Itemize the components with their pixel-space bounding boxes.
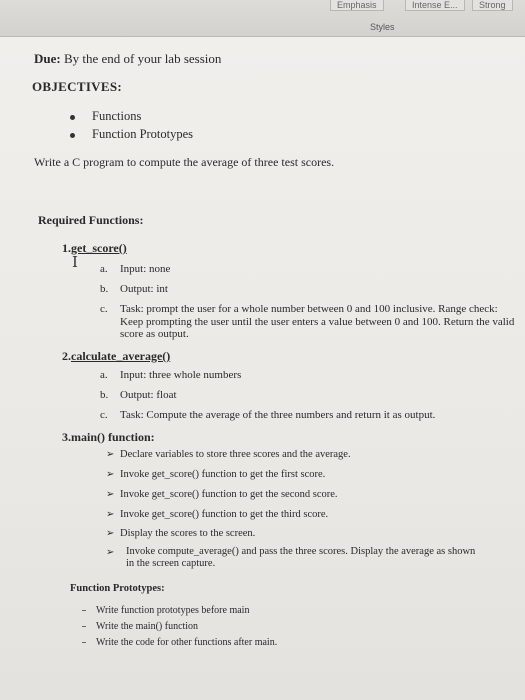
- item-text: Input: three whole numbers: [120, 369, 242, 381]
- function-name: main() function:: [71, 430, 155, 444]
- objectives-heading: OBJECTIVES:: [32, 79, 122, 94]
- item-label: a.: [100, 369, 108, 381]
- main-step: [106, 528, 255, 539]
- item-label: b.: [100, 389, 109, 401]
- text-cursor-icon: I: [72, 253, 78, 271]
- document-page[interactable]: [0, 37, 525, 700]
- item-label: b.: [100, 283, 109, 295]
- arrow-bullet-icon: ➢: [106, 509, 115, 520]
- item-label: c.: [100, 303, 108, 315]
- arrow-bullet-icon: ➢: [106, 528, 115, 539]
- arrow-bullet-icon: ➢: [106, 449, 115, 460]
- objective-text: Functions: [92, 109, 142, 123]
- style-intense-emphasis[interactable]: Intense E...: [405, 0, 465, 11]
- function-item: [100, 369, 241, 381]
- item-text: Task: Compute the average of the three numbers and return it as output.: [120, 409, 436, 421]
- dash-bullet-icon: [82, 626, 86, 627]
- function-item: [100, 303, 120, 315]
- due-text: By the end of your lab session: [60, 51, 222, 66]
- dash-bullet-icon: [82, 610, 86, 611]
- function-item: [100, 263, 170, 275]
- bullet-icon: [70, 115, 75, 120]
- function-heading: [62, 349, 170, 364]
- task-statement: Write a C program to compute the average of three test scores.: [34, 155, 335, 169]
- prototype-item: [96, 605, 249, 616]
- due-label: Due:: [34, 51, 61, 66]
- arrow-bullet-icon: ➢: [106, 547, 115, 558]
- word-ribbon: [0, 0, 525, 37]
- function-number: 3.: [62, 430, 71, 444]
- styles-group-label: Styles: [370, 22, 395, 32]
- main-step: [106, 547, 120, 558]
- function-name: calculate_average(): [71, 349, 171, 363]
- prototype-text: Write the main() function: [96, 621, 199, 632]
- main-step: [106, 469, 325, 480]
- main-step: [106, 509, 328, 520]
- function-item: [100, 283, 168, 295]
- item-text: Output: int: [120, 283, 168, 295]
- function-name: get_score(): [71, 241, 127, 255]
- function-item: [100, 409, 435, 421]
- prototypes-heading: Function Prototypes:: [70, 583, 165, 594]
- style-strong[interactable]: Strong: [472, 0, 513, 11]
- function-number: 1.: [62, 241, 71, 255]
- prototype-text: Write function prototypes before main: [96, 605, 250, 616]
- step-text: Display the scores to the screen.: [120, 528, 256, 539]
- function-item: [100, 389, 177, 401]
- style-emphasis[interactable]: Emphasis: [330, 0, 384, 11]
- arrow-bullet-icon: ➢: [106, 489, 115, 500]
- main-step: [106, 449, 351, 460]
- main-step: [106, 489, 338, 500]
- objective-item: [92, 127, 193, 142]
- step-text: Declare variables to store three scores and the average.: [120, 449, 351, 460]
- step-text: Invoke get_score() function to get the third score.: [120, 509, 329, 520]
- step-text: Invoke get_score() function to get the second score.: [120, 489, 338, 500]
- objective-text: Function Prototypes: [92, 127, 194, 141]
- item-label: a.: [100, 263, 108, 275]
- bullet-icon: [70, 133, 75, 138]
- item-label: c.: [100, 409, 108, 421]
- item-text: Input: none: [120, 263, 171, 275]
- function-heading: [62, 430, 155, 445]
- required-functions-heading: Required Functions:: [38, 213, 144, 227]
- dash-bullet-icon: [82, 642, 86, 643]
- prototype-text: Write the code for other functions after main.: [96, 637, 278, 648]
- step-text: Invoke compute_average() and pass the three scores. Display the average as shown in the screen capture.: [126, 546, 476, 569]
- prototype-item: [96, 621, 198, 632]
- function-item-text: Task: prompt the user for a whole number between 0 and 100 inclusive. Range check: Keep prompting the user until the user enters a value between 0 and 100. Return the valid score as output.: [120, 303, 515, 340]
- prototype-item: [96, 637, 277, 648]
- arrow-bullet-icon: ➢: [106, 469, 115, 480]
- step-text: Invoke get_score() function to get the first score.: [120, 469, 326, 480]
- item-text: Output: float: [120, 389, 177, 401]
- function-number: 2.: [62, 349, 71, 363]
- objective-item: [92, 109, 141, 124]
- due-line: [34, 51, 221, 67]
